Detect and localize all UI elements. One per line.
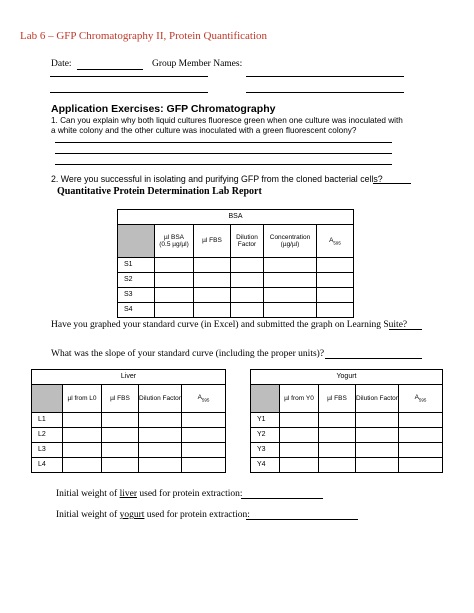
table-cell[interactable] bbox=[399, 443, 443, 458]
answer-line-2[interactable] bbox=[55, 153, 392, 154]
question-2: 2. Were you successful in isolating and purifying GFP from the cloned bacterial cells? bbox=[51, 174, 383, 184]
liver-col-ul-fbs: µl FBS bbox=[102, 385, 139, 413]
table-cell[interactable] bbox=[317, 303, 354, 318]
yogurt-row-label: Y2 bbox=[251, 428, 280, 443]
table-cell[interactable] bbox=[182, 458, 226, 473]
bsa-col-ul-bsa: µl BSA (0.5 µg/µl) bbox=[155, 225, 194, 258]
bsa-row-label: S3 bbox=[118, 288, 155, 303]
table-cell[interactable] bbox=[317, 273, 354, 288]
yogurt-col-a595: $A_{595}$ bbox=[399, 385, 443, 413]
slope-question: What was the slope of your standard curve (including the proper units)? bbox=[51, 349, 325, 359]
table-row bbox=[251, 443, 443, 458]
table-cell[interactable] bbox=[231, 288, 264, 303]
table-row bbox=[118, 303, 354, 318]
table-cell[interactable] bbox=[63, 428, 102, 443]
bsa-row-label: S1 bbox=[118, 258, 155, 273]
name-line-1[interactable] bbox=[50, 76, 208, 77]
table-cell[interactable] bbox=[264, 258, 317, 273]
yogurt-col-ul-from: µl from Y0 bbox=[280, 385, 319, 413]
table-cell[interactable] bbox=[280, 413, 319, 428]
table-cell[interactable] bbox=[139, 428, 182, 443]
liver-title: Liver bbox=[32, 370, 226, 385]
bsa-title: BSA bbox=[118, 210, 354, 225]
table-cell[interactable] bbox=[317, 258, 354, 273]
liver-col-dilution: Dilution Factor bbox=[139, 385, 182, 413]
table-cell[interactable] bbox=[399, 458, 443, 473]
table-cell[interactable] bbox=[356, 458, 399, 473]
bsa-row-label: S2 bbox=[118, 273, 155, 288]
table-cell[interactable] bbox=[139, 413, 182, 428]
bsa-table bbox=[117, 209, 354, 318]
table-cell[interactable] bbox=[264, 288, 317, 303]
table-cell[interactable] bbox=[280, 458, 319, 473]
table-cell[interactable] bbox=[280, 428, 319, 443]
table-cell[interactable] bbox=[356, 413, 399, 428]
bsa-row-label: S4 bbox=[118, 303, 155, 318]
question-1: 1. Can you explain why both liquid cultures fluoresce green when one culture was inoculated with a white colony and the other culture was inoculated with a green fluorescent colony? bbox=[51, 116, 403, 135]
table-cell[interactable] bbox=[399, 428, 443, 443]
table-cell[interactable] bbox=[102, 428, 139, 443]
liver-col-ul-from: µl from L0 bbox=[63, 385, 102, 413]
yogurt-weight-line[interactable] bbox=[246, 519, 358, 520]
table-row bbox=[251, 428, 443, 443]
yogurt-table bbox=[250, 369, 443, 473]
answer-line-q2[interactable] bbox=[373, 183, 411, 184]
table-cell[interactable] bbox=[319, 413, 356, 428]
table-cell[interactable] bbox=[317, 288, 354, 303]
table-cell[interactable] bbox=[280, 443, 319, 458]
bsa-corner bbox=[118, 225, 155, 258]
table-row bbox=[251, 458, 443, 473]
bsa-col-dilution: Dilution Factor bbox=[231, 225, 264, 258]
table-cell[interactable] bbox=[356, 428, 399, 443]
page-title: Lab 6 – GFP Chromatography II, Protein Quantification bbox=[20, 30, 268, 42]
table-cell[interactable] bbox=[319, 458, 356, 473]
liver-row-label: L2 bbox=[32, 428, 63, 443]
graph-question: Have you graphed your standard curve (in Excel) and submitted the graph on Learning Suite? bbox=[51, 320, 408, 330]
table-row bbox=[32, 443, 226, 458]
table-cell[interactable] bbox=[194, 303, 231, 318]
table-cell[interactable] bbox=[264, 273, 317, 288]
table-cell[interactable] bbox=[356, 443, 399, 458]
table-row bbox=[32, 458, 226, 473]
liver-row-label: L3 bbox=[32, 443, 63, 458]
bsa-col-concentration: Concentration (µg/µl) bbox=[264, 225, 317, 258]
date-line[interactable] bbox=[77, 69, 143, 70]
yogurt-row-label: Y4 bbox=[251, 458, 280, 473]
date-label: Date: bbox=[51, 59, 72, 69]
table-cell[interactable] bbox=[63, 413, 102, 428]
table-cell[interactable] bbox=[182, 443, 226, 458]
table-cell[interactable] bbox=[102, 413, 139, 428]
table-row bbox=[118, 273, 354, 288]
liver-weight-label: Initial weight of liver used for protein extraction: bbox=[56, 489, 243, 499]
liver-table bbox=[31, 369, 226, 473]
yogurt-weight-label: Initial weight of yogurt used for protein extraction: bbox=[56, 510, 250, 520]
table-cell[interactable] bbox=[139, 443, 182, 458]
table-cell[interactable] bbox=[102, 458, 139, 473]
table-cell[interactable] bbox=[102, 443, 139, 458]
table-row bbox=[251, 413, 443, 428]
bsa-col-a595: $A_{595}$ bbox=[317, 225, 354, 258]
liver-col-a595: $A_{595}$ bbox=[182, 385, 226, 413]
table-row bbox=[32, 413, 226, 428]
table-cell[interactable] bbox=[63, 458, 102, 473]
liver-weight-line[interactable] bbox=[241, 498, 323, 499]
yogurt-corner bbox=[251, 385, 280, 413]
table-cell[interactable] bbox=[155, 258, 194, 273]
bsa-col-ul-fbs: µl FBS bbox=[194, 225, 231, 258]
table-cell[interactable] bbox=[63, 443, 102, 458]
table-cell[interactable] bbox=[399, 413, 443, 428]
table-cell[interactable] bbox=[155, 288, 194, 303]
table-cell[interactable] bbox=[264, 303, 317, 318]
app-ex-heading: Application Exercises: GFP Chromatography bbox=[51, 103, 276, 115]
answer-line-3[interactable] bbox=[55, 164, 392, 165]
table-cell[interactable] bbox=[139, 458, 182, 473]
table-cell[interactable] bbox=[319, 443, 356, 458]
yogurt-row-label: Y3 bbox=[251, 443, 280, 458]
yogurt-col-dilution: Dilution Factor bbox=[356, 385, 399, 413]
table-row bbox=[118, 288, 354, 303]
table-cell[interactable] bbox=[182, 413, 226, 428]
table-cell[interactable] bbox=[319, 428, 356, 443]
graph-answer-line[interactable] bbox=[389, 329, 422, 330]
slope-answer-line[interactable] bbox=[325, 358, 422, 359]
name-line-3[interactable] bbox=[50, 92, 208, 93]
table-cell[interactable] bbox=[194, 258, 231, 273]
liver-row-label: L4 bbox=[32, 458, 63, 473]
answer-line-1[interactable] bbox=[55, 142, 392, 143]
yogurt-row-label: Y1 bbox=[251, 413, 280, 428]
table-cell[interactable] bbox=[182, 428, 226, 443]
yogurt-title: Yogurt bbox=[251, 370, 443, 385]
name-line-4[interactable] bbox=[246, 92, 404, 93]
liver-row-label: L1 bbox=[32, 413, 63, 428]
table-cell[interactable] bbox=[155, 303, 194, 318]
table-cell[interactable] bbox=[231, 258, 264, 273]
table-row bbox=[118, 258, 354, 273]
group-label: Group Member Names: bbox=[152, 59, 243, 69]
table-cell[interactable] bbox=[231, 273, 264, 288]
name-line-2[interactable] bbox=[246, 76, 404, 77]
liver-corner bbox=[32, 385, 63, 413]
table-cell[interactable] bbox=[194, 273, 231, 288]
report-title: Quantitative Protein Determination Lab Report bbox=[57, 186, 262, 197]
yogurt-col-ul-fbs: µl FBS bbox=[319, 385, 356, 413]
table-cell[interactable] bbox=[155, 273, 194, 288]
table-row bbox=[32, 428, 226, 443]
table-cell[interactable] bbox=[231, 303, 264, 318]
table-cell[interactable] bbox=[194, 288, 231, 303]
